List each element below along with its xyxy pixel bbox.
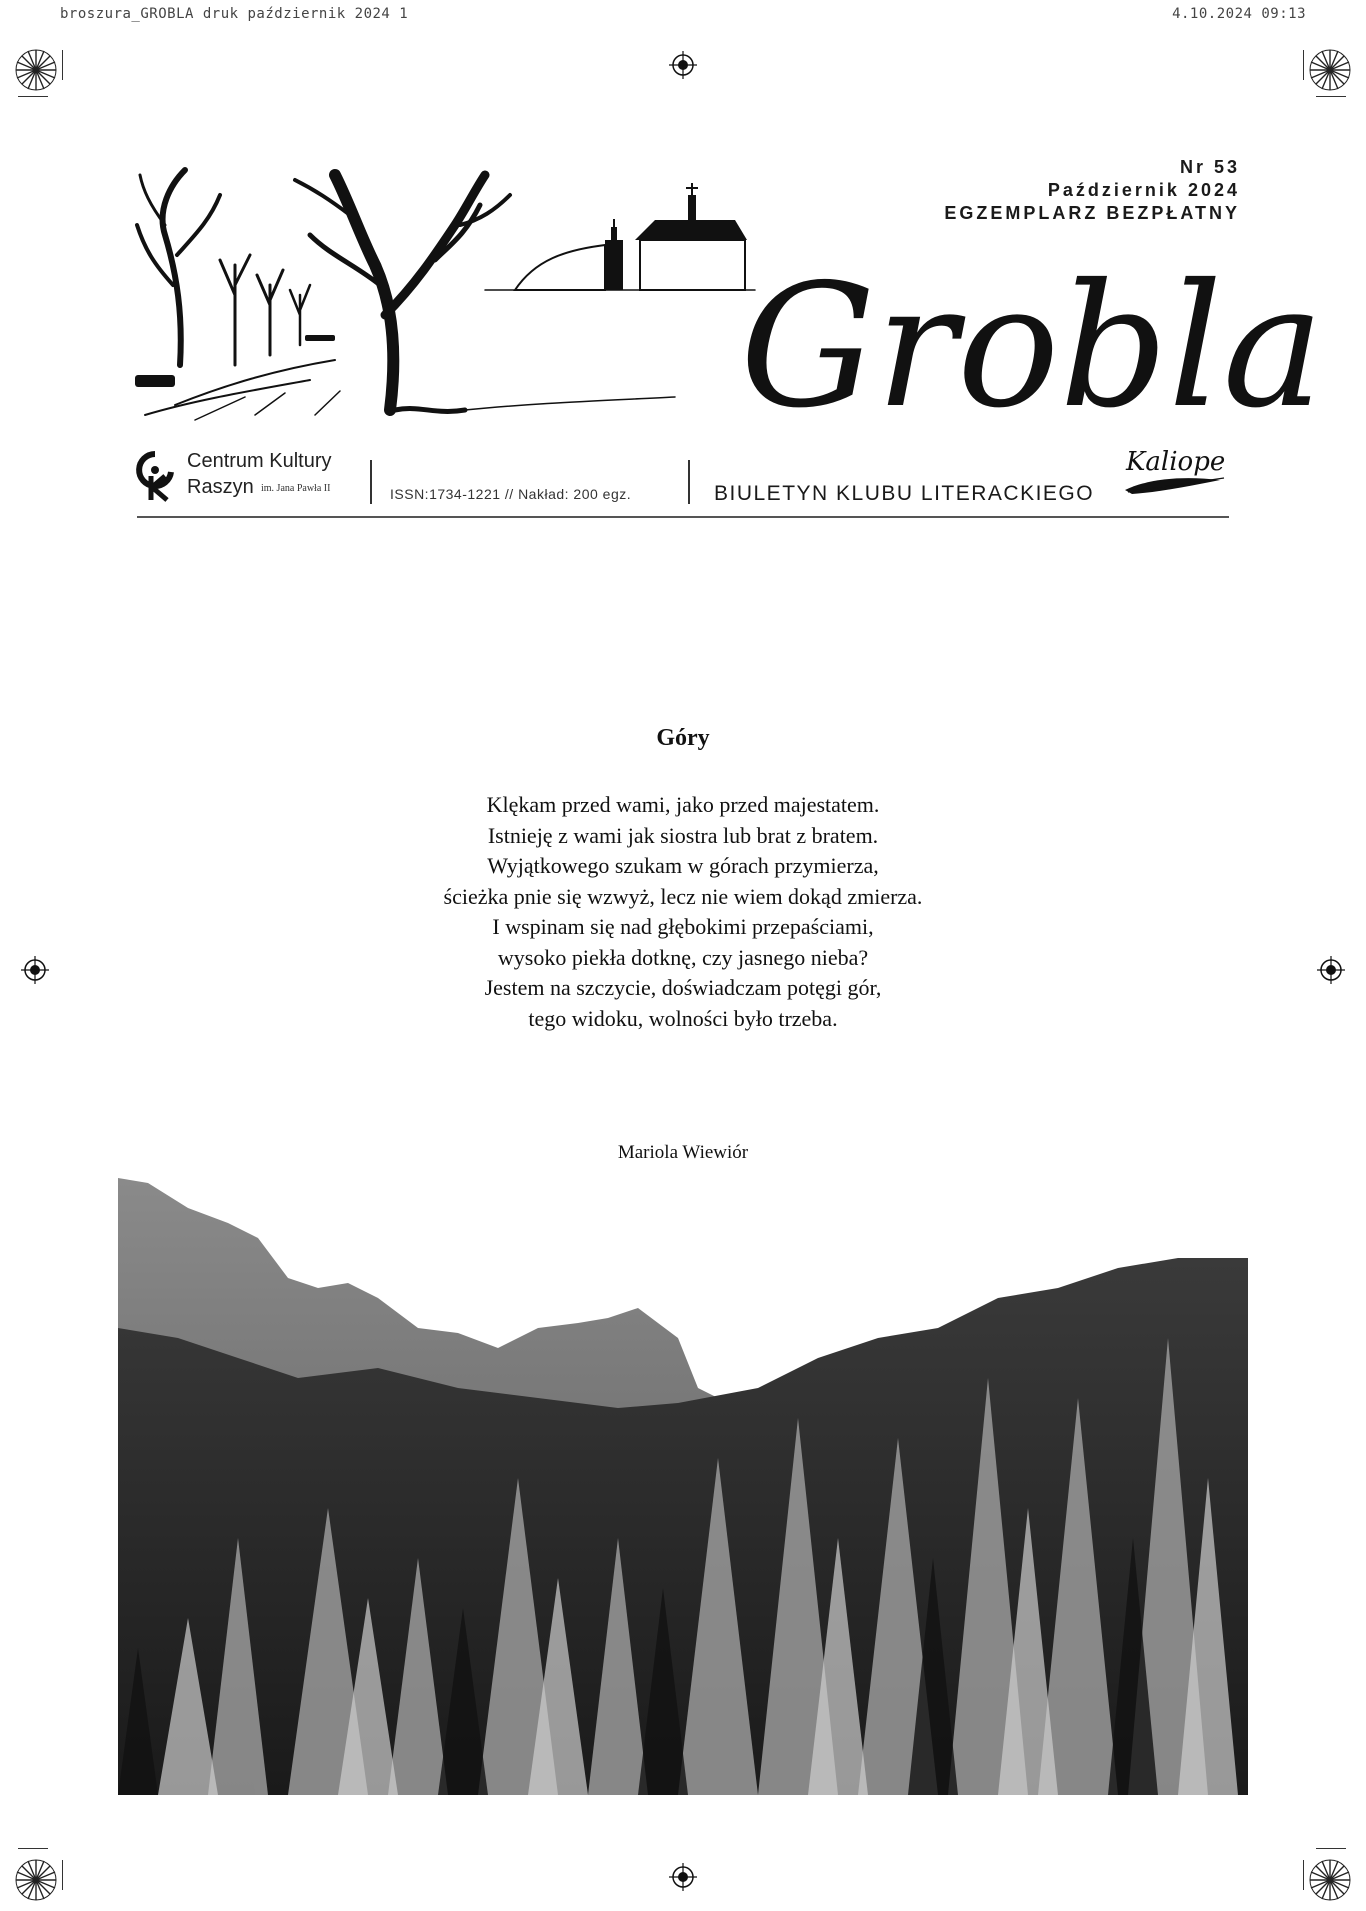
publisher-name: Centrum Kultury [187,450,332,472]
centrum-kultury-logo-icon [135,450,177,502]
publisher-logo [135,450,365,506]
registration-mark-icon [668,1862,698,1892]
crop-mark [62,1860,63,1890]
issue-number: Nr 53 [1179,157,1240,177]
issn-print-run: ISSN:1734-1221 // Nakład: 200 egz. [390,486,632,502]
crop-mark [1316,1848,1346,1849]
masthead-rule [137,516,1229,518]
poem-line: ścieżka pnie się wzwyż, lecz nie wiem dokąd zmierza. [443,883,923,909]
kaliope-club-logo [1120,440,1240,510]
color-bar-starburst-icon [1308,1858,1352,1902]
publisher-city: Raszyn [187,476,254,498]
poem-line: tego widoku, wolności było trzeba. [528,1005,838,1031]
crop-mark [1303,1860,1304,1890]
print-slug-datetime: 4.10.2024 09:13 [1172,6,1306,22]
publisher-patron: im. Jana Pawła II [261,483,331,494]
poem-line: I wspinam się nad głębokimi przepaściami, [492,914,874,939]
issue-info [944,156,1240,225]
masthead-separator [370,460,372,504]
poem-line: Istnieję z wami jak siostra lub brat z bratem. [487,822,879,848]
crop-mark [62,50,63,80]
print-slug-filename: broszura_GROBLA druk październik 2024 1 [60,6,409,22]
crop-mark [1303,50,1304,80]
mountain-forest-photo [118,1178,1248,1795]
issue-date: Październik 2024 [1047,180,1240,200]
poem-line: Wyjątkowego szukam w górach przymierza, [487,853,879,878]
crop-mark [18,1848,48,1849]
color-bar-starburst-icon [14,48,58,92]
crop-mark [18,96,48,97]
masthead-title-text: Grobla [740,248,1324,446]
poem-line: wysoko piekła dotknę, czy jasnego nieba? [497,944,869,970]
poem-line: Jestem na szczycie, doświadczam potęgi gór, [484,975,882,1000]
kaliope-logo-text: Kaliope [1126,447,1226,477]
poem-line: Klękam przed wami, jako przed majestatem. [486,792,880,817]
color-bar-starburst-icon [1308,48,1352,92]
crop-mark [1316,96,1346,97]
poem-author: Mariola Wiewiór [617,1142,749,1163]
bulletin-subtitle: BIULETYN KLUBU LITERACKIEGO [714,482,1095,505]
masthead-separator [688,460,690,504]
masthead-title [720,225,1324,465]
color-bar-starburst-icon [14,1858,58,1902]
registration-mark-icon [668,50,698,80]
masthead-illustration [135,165,755,425]
poem-title: Góry [656,725,710,751]
free-copy-label: EGZEMPLARZ BEZPŁATNY [944,203,1240,223]
feather-quill-icon [1125,478,1224,494]
poem-body [0,790,1366,1034]
